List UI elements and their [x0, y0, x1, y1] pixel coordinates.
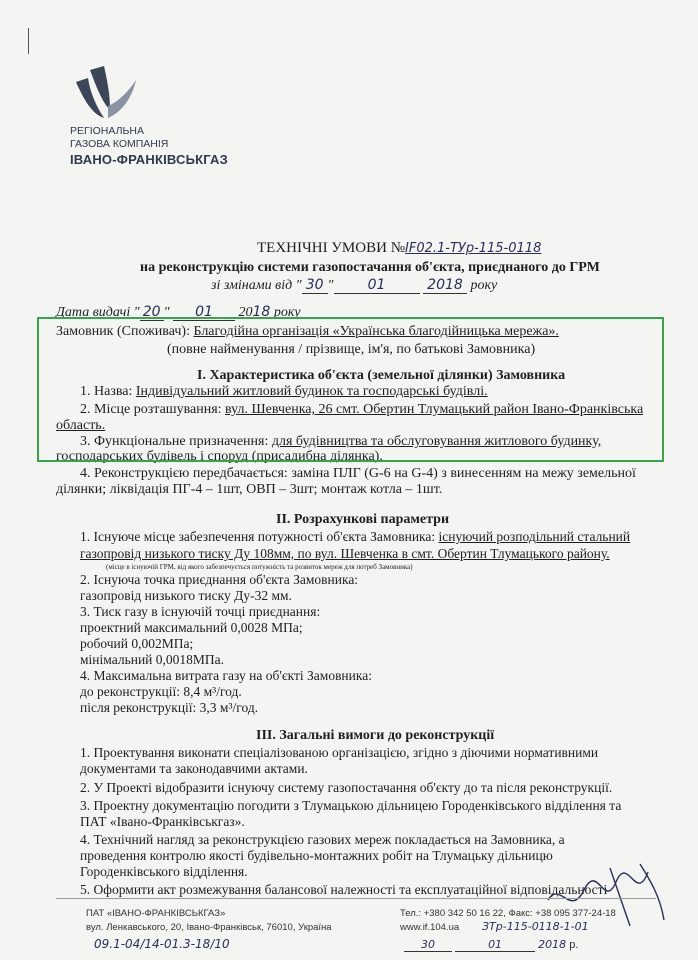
issue-month: 01: [173, 304, 235, 321]
section-3-item-2: 2. У Проекті відобразити існуючу систему газопостачання об'єкту до та після реконструкції.: [80, 780, 613, 795]
section-3-item-3: 3. Проектну документацію погодити з Тлумацькою дільницею Городенківського відділення та: [80, 798, 622, 813]
changes-month: 01: [334, 277, 420, 294]
section-1-item-3-line-2: господарських будівель і споруд (присадибна ділянка).: [56, 449, 383, 464]
section-2-title: ІІ. Розрахункові параметри: [276, 512, 450, 527]
section-3-item-5: 5. Оформити акт розмежування балансової належності та експлуатаційної відповідальності: [80, 882, 608, 897]
footer-rule: [56, 898, 656, 899]
section-3-item-3-line-2: ПАТ «Івано-Франківськгаз».: [80, 814, 245, 829]
section-2-item-4-line-3: після реконструкції: 3,3 м³/год.: [80, 700, 259, 715]
section-2-item-1-note: (місце в існуючій ГРМ, від якого забезпечується потужність та розвиток мереж для потреб Замовника): [106, 563, 413, 571]
company-logo-icon: [70, 62, 140, 124]
section-2-item-3-line-3: робочий 0,002МПа;: [80, 636, 194, 651]
issue-year-hw: 18: [252, 304, 271, 320]
footer-date-month: 01: [455, 938, 535, 952]
item-1-text: 1. Існуюче місце забезпечення потужності об'єкта Замовника:: [80, 529, 436, 544]
footer-date-suffix: р.: [569, 939, 579, 951]
customer-label: Замовник (Споживач):: [56, 324, 190, 339]
section-2-item-2: 2. Існуюча точка приєднання об'єкта Замовника:: [80, 572, 359, 587]
section-1-title: І. Характеристика об'єкта (земельної ділянки) Замовника: [197, 368, 566, 383]
section-2-item-1-line-2: газопровід низького тиску Ду 108мм, по вул. Шевченка в смт. Обертин Тлумацького району.: [80, 546, 610, 561]
changes-day: 30: [302, 277, 328, 294]
document-subtitle: на реконструкцію системи газопостачання об'єкта, приєднаного до ГРМ: [140, 260, 600, 275]
item-1-value: існуючий розподільний стальний: [438, 529, 631, 544]
customer-hint: (повне найменування / прізвище, ім'я, по батькові Замовника): [167, 342, 536, 357]
item-1-value: Індивідуальний житловий будинок та господарські будівлі.: [135, 384, 488, 399]
document-number: ІF02.1-ТУр-115-0118: [405, 241, 542, 256]
customer-value: Благодійна організація «Українська благодійницька мережа».: [193, 324, 559, 339]
highlight-box: [37, 317, 664, 462]
section-2-item-3-line-4: мінімальний 0,0018МПа.: [80, 652, 225, 667]
changes-year: 2018: [423, 277, 467, 294]
company-line-2: ГАЗОВА КОМПАНІЯ: [70, 138, 169, 150]
footer-phone: Тел.: +380 342 50 16 22, Факс: +38 095 377-24-18: [400, 908, 616, 919]
item-3-label: 3. Функціональне призначення:: [80, 434, 269, 449]
issue-day: 20: [140, 304, 164, 321]
changes-mid: ": [327, 278, 334, 293]
changes-suffix: року: [470, 278, 498, 293]
section-2-item-4-line-2: до реконструкції: 8,4 м³/год.: [80, 684, 242, 699]
footer-date: [404, 938, 578, 952]
item-3-value: для будівництва та обслуговування житлового будинку,: [271, 434, 602, 449]
section-1-item-4-line-2: ділянки; ліквідація ПГ-4 – 1шт, ОВП – 3шт; монтаж котла – 1шт.: [56, 482, 443, 497]
section-1-item-2-line-2: область.: [56, 418, 106, 433]
company-name: ІВАНО-ФРАНКІВСЬКГАЗ: [70, 152, 228, 167]
section-2-item-3-line-2: проектний максимальний 0,0028 МПа;: [80, 620, 303, 635]
company-line-1: РЕГІОНАЛЬНА: [70, 125, 144, 137]
issue-suffix: року: [273, 305, 301, 320]
footer-web: www.if.104.ua: [400, 922, 460, 933]
section-1-item-4: 4. Реконструкцією передбачається: заміна ПЛГ (G-6 на G-4) з винесенням на межу земельної: [80, 466, 636, 481]
section-3-item-4-line-2: проведення контролю якості будівельно-монтажних робіт на Тлумацьку дільницю: [80, 848, 553, 863]
document-title: [257, 240, 541, 257]
footer-hw-left: 09.1-04/14-01.3-18/10: [94, 937, 230, 951]
issue-year-prefix: 20: [238, 305, 253, 320]
changes-date: [211, 277, 497, 294]
punch-mark: [28, 28, 29, 54]
footer-org: ПАТ «ІВАНО-ФРАНКІВСЬКГАЗ»: [86, 908, 226, 919]
section-3-title: ІІІ. Загальні вимоги до реконструкції: [256, 728, 495, 743]
footer-address: вул. Ленкавського, 20, Івано-Франківськ, 76010, Україна: [86, 922, 332, 933]
title-prefix: ТЕХНІЧНІ УМОВИ №: [257, 240, 406, 256]
footer-hw-right: ЗТр-115-0118-1-01: [482, 920, 589, 933]
item-2-value: вул. Шевченка, 26 смт. Обертин Тлумацький район Івано-Франківська: [225, 402, 644, 417]
item-1-label: 1. Назва:: [80, 384, 133, 399]
section-3-item-4-line-3: Городенківського відділення.: [80, 864, 248, 879]
section-2-item-2-line-2: газопровід низького тиску Ду-32 мм.: [80, 588, 292, 603]
section-2-item-3: 3. Тиск газу в існуючій точці приєднання:: [80, 604, 321, 619]
issue-mid: ": [163, 305, 170, 320]
issue-label: Дата видачі ": [56, 305, 140, 320]
section-3-item-1: 1. Проектування виконати спеціалізованою організацією, згідно з діючими нормативними: [80, 745, 599, 760]
changes-prefix: зі змінами від ": [211, 278, 302, 293]
section-2-item-4: 4. Максимальна витрата газу на об'єкті Замовника:: [80, 668, 372, 683]
section-3-item-4: 4. Технічний нагляд за реконструкцією газових мереж покладається на Замовника, а: [80, 832, 565, 847]
footer-date-day: 30: [404, 938, 452, 952]
item-2-label: 2. Місце розташування:: [80, 402, 222, 417]
footer-date-year: 2018: [538, 938, 567, 951]
section-2-item-1: [80, 529, 630, 545]
section-3-item-1-line-2: документами та законодавчими актами.: [80, 761, 308, 776]
